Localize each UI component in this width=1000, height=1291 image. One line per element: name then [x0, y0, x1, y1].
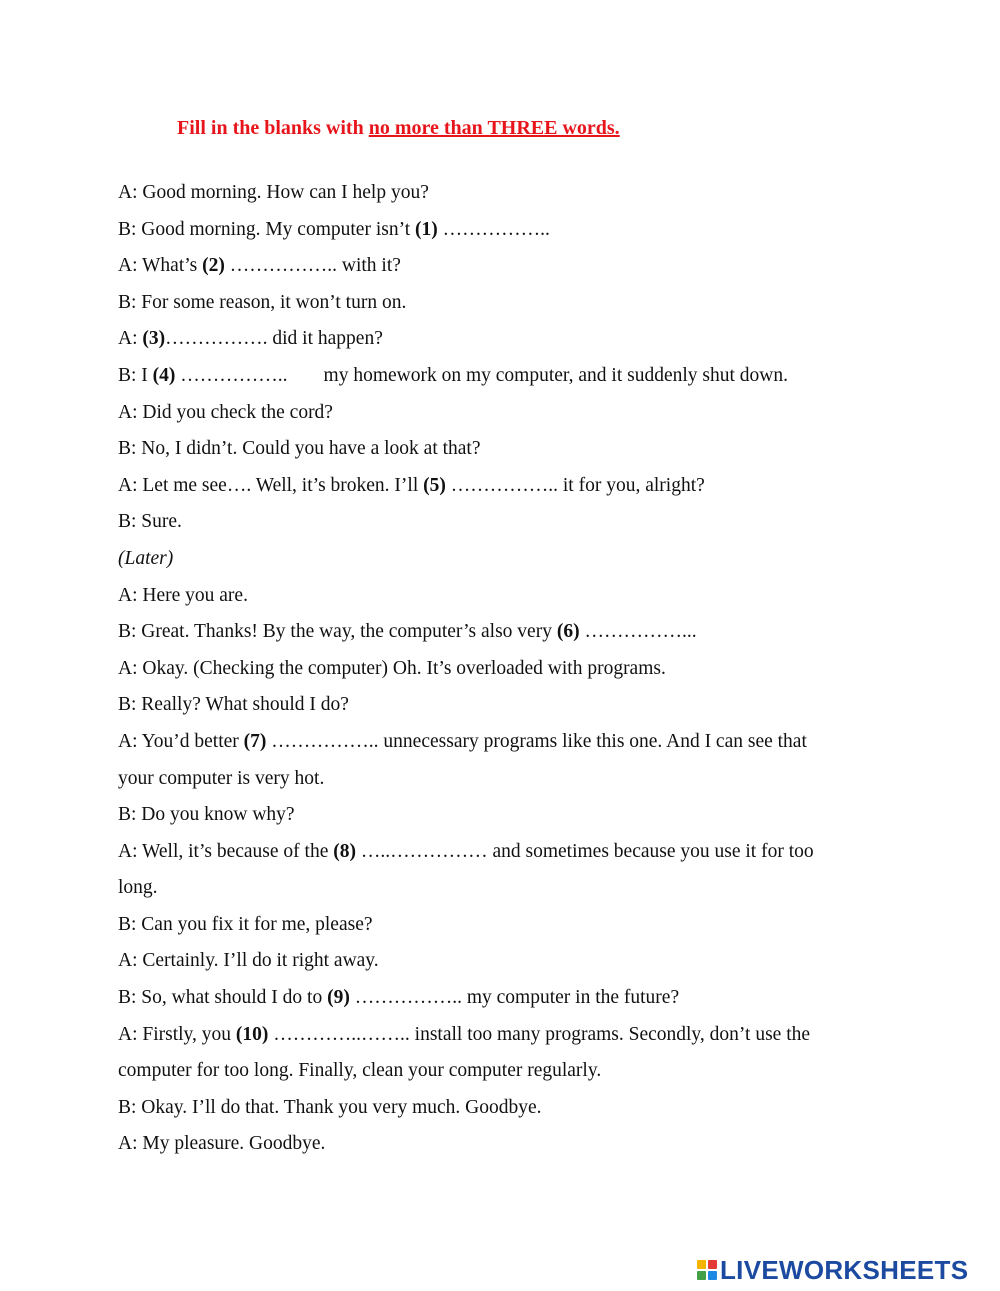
dialogue-line: [118, 395, 888, 432]
blank-number: (4): [152, 364, 176, 386]
dialogue-line: [118, 834, 888, 871]
blank-number: (2): [202, 255, 225, 277]
line-text: A: Did you check the cord?: [118, 401, 333, 423]
line-text: your computer is very hot.: [118, 767, 325, 789]
line-text: B: Really? What should I do?: [118, 694, 349, 716]
dialogue-line: [118, 578, 888, 615]
blank-dots: ……………..: [437, 218, 550, 240]
dialogue-line: [118, 724, 888, 761]
dialogue-line: [118, 175, 888, 212]
dialogue-line: [118, 248, 888, 285]
dialogue-line: [118, 358, 888, 395]
liveworksheets-logo: [697, 1255, 968, 1285]
line-text: B: No, I didn’t. Could you have a look at that?: [118, 438, 481, 460]
blank-number: (3): [142, 328, 166, 350]
dialogue-line: [118, 651, 888, 688]
line-text-after: with it?: [337, 255, 401, 277]
line-text: B: I: [118, 364, 153, 386]
blank-dots: ……………..: [445, 474, 559, 496]
logo-square: [708, 1260, 717, 1269]
dialogue-line: [118, 614, 888, 651]
dialogue-line: [118, 1053, 888, 1090]
line-text: computer for too long. Finally, clean your computer regularly.: [118, 1060, 602, 1082]
blank-dots: ……………..: [266, 730, 379, 752]
line-text-after: it for you, alright?: [558, 474, 705, 496]
line-text: B: Sure.: [118, 511, 182, 533]
instruction-title: [177, 117, 620, 140]
line-text: A:: [118, 328, 143, 350]
stage-direction: (Later): [118, 547, 174, 569]
line-text-after: and sometimes because you use it for too: [487, 840, 814, 862]
blank-number: (6): [556, 621, 580, 643]
line-text: B: Can you fix it for me, please?: [118, 913, 373, 935]
blank-dots: ……………..: [224, 255, 338, 277]
dialogue-line: [118, 797, 888, 834]
line-text-after: my computer in the future?: [461, 987, 680, 1009]
title-underlined: no more than THREE words.: [368, 117, 620, 139]
line-text: B: Okay. I’ll do that. Thank you very much. Goodbye.: [118, 1096, 542, 1118]
blank-number: (9): [327, 987, 350, 1009]
dialogue-line: [118, 541, 888, 578]
logo-mark-icon: [697, 1260, 717, 1280]
dialogue-line: [118, 212, 888, 249]
dialogue-line: [118, 504, 888, 541]
dialogue-line: [118, 431, 888, 468]
line-text: A: Well, it’s because of the: [118, 840, 334, 862]
dialogue-line: [118, 980, 888, 1017]
line-text: B: For some reason, it won’t turn on.: [118, 291, 407, 313]
dialogue-line: [118, 761, 888, 798]
blank-dots: …..……………: [355, 840, 488, 862]
dialogue-line: [118, 943, 888, 980]
blank-number: (7): [243, 730, 267, 752]
line-text: A: Let me see…. Well, it’s broken. I’ll: [118, 474, 424, 496]
line-text-after: my homework on my computer, and it suddenly shut down.: [323, 364, 789, 386]
logo-square: [697, 1271, 706, 1280]
line-text: A: Certainly. I’ll do it right away.: [118, 950, 379, 972]
blank-number: (1): [415, 218, 438, 240]
line-text: A: Firstly, you: [118, 1023, 236, 1045]
line-text: A: Good morning. How can I help you?: [118, 182, 429, 203]
logo-square: [697, 1260, 706, 1269]
line-text: A: My pleasure. Goodbye.: [118, 1133, 326, 1155]
line-text: B: Great. Thanks! By the way, the computer’s also very: [118, 621, 557, 643]
dialogue-line: [118, 1126, 888, 1163]
line-text: B: Do you know why?: [118, 804, 295, 826]
title-prefix: Fill in the blanks with: [177, 117, 369, 139]
dialogue-line: [118, 870, 888, 907]
blank-number: (5): [423, 474, 446, 496]
logo-text: LIVEWORKSHEETS: [720, 1254, 969, 1285]
dialogue: [118, 175, 888, 1163]
line-text: A: Okay. (Checking the computer) Oh. It’s overloaded with programs.: [118, 657, 666, 679]
blank-dots: …………..…….. install too many programs. Secondly, don’t use the: [268, 1023, 811, 1045]
blank-number: (10): [235, 1023, 269, 1045]
blank-dots: ……………. did it happen?: [165, 328, 383, 350]
blank-number: (8): [333, 840, 356, 862]
line-text: A: What’s: [118, 255, 203, 277]
line-text: A: You’d better: [118, 730, 244, 752]
dialogue-line: [118, 687, 888, 724]
line-text: long.: [118, 877, 158, 899]
dialogue-line: [118, 1017, 888, 1054]
blank-dots: ……………...: [579, 621, 697, 643]
line-text-after: unnecessary programs like this one. And I can see that: [378, 730, 807, 752]
blank-dots: ……………..: [349, 987, 462, 1009]
dialogue-line: [118, 321, 888, 358]
line-text: A: Here you are.: [118, 584, 248, 606]
line-text: B: So, what should I do to: [118, 987, 328, 1009]
dialogue-line: [118, 1090, 888, 1127]
dialogue-line: [118, 285, 888, 322]
line-text: B: Good morning. My computer isn’t: [118, 218, 416, 240]
dialogue-line: [118, 907, 888, 944]
dialogue-line: [118, 468, 888, 505]
blank-dots: ……………..: [175, 364, 288, 386]
logo-square: [708, 1271, 717, 1280]
